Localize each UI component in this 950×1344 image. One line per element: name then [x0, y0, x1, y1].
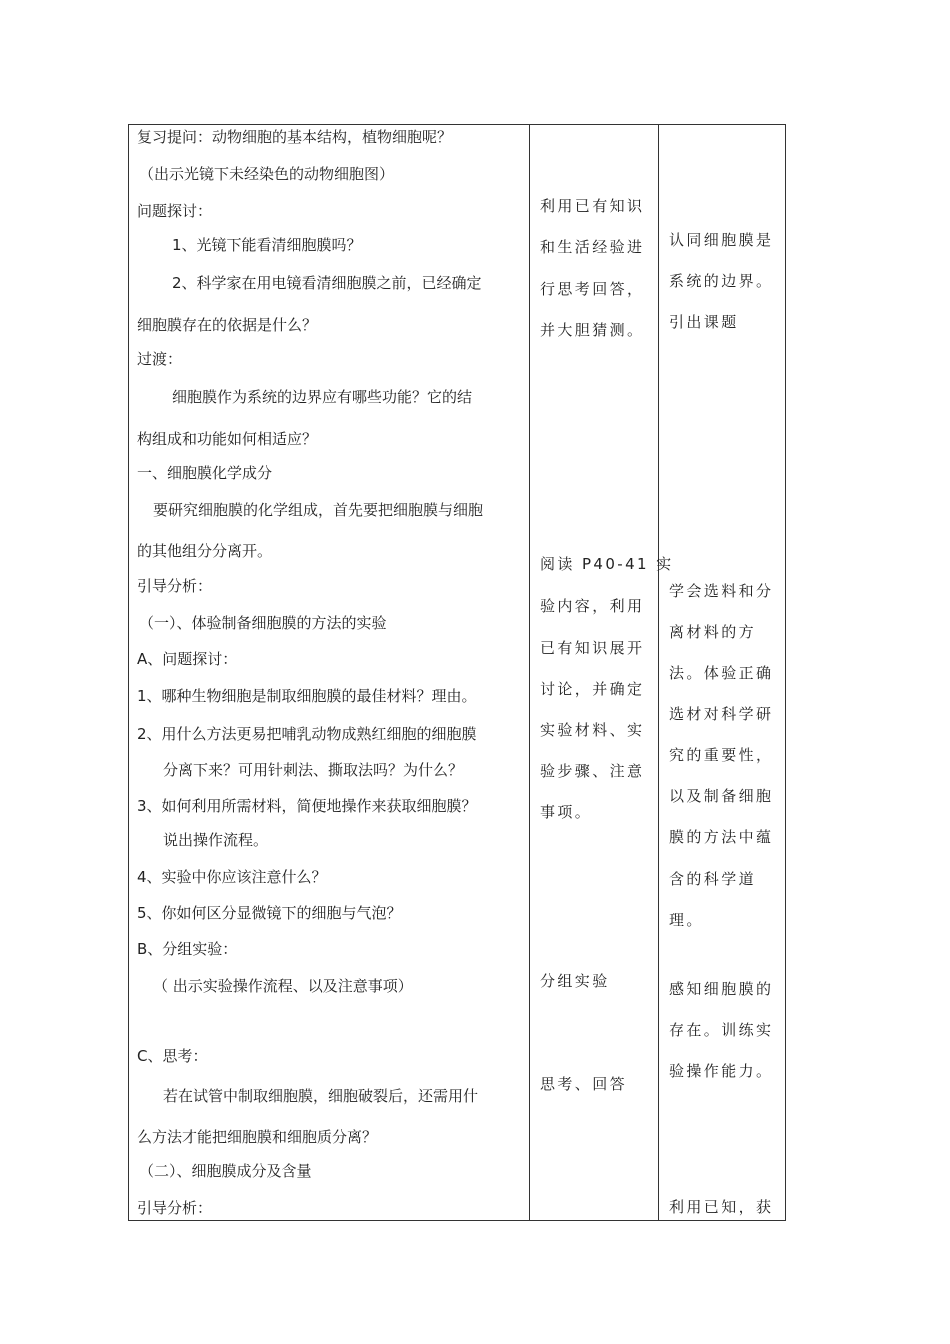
- teaching-process-line: 么方法才能把细胞膜和细胞质分离？: [137, 1128, 378, 1146]
- teaching-process-line: 过渡：: [137, 350, 183, 368]
- design-intent-line: 认同细胞膜是: [669, 231, 774, 249]
- student-activity-line: 已有知识展开: [540, 639, 645, 657]
- teaching-process-line: 1、光镜下能看清细胞膜吗？: [172, 236, 362, 254]
- design-intent-line: 验操作能力。: [669, 1062, 774, 1080]
- student-activity-line: 讨论，并确定: [540, 680, 645, 698]
- student-activity-line: 事项。: [540, 803, 593, 821]
- teaching-process-line: 复习提问：动物细胞的基本结构，植物细胞呢？: [137, 128, 453, 146]
- design-intent-line: 究的重要性，: [669, 746, 774, 764]
- teaching-process-line: 一、细胞膜化学成分: [137, 464, 273, 482]
- teaching-process-line: 引导分析：: [137, 1199, 213, 1217]
- teaching-process-line: 若在试管中制取细胞膜，细胞破裂后，还需用什: [163, 1087, 479, 1105]
- teaching-process-line: 2、用什么方法更易把哺乳动物成熟红细胞的细胞膜: [137, 725, 477, 743]
- design-intent-line: 选材对科学研: [669, 705, 774, 723]
- teaching-process-line: 5、你如何区分显微镜下的细胞与气泡？: [137, 904, 402, 922]
- teaching-process-line: （二）、细胞膜成分及含量: [139, 1162, 312, 1180]
- design-intent-line: 学会选料和分: [669, 582, 774, 600]
- teaching-process-line: （ 出示实验操作流程、以及注意事项）: [153, 977, 413, 995]
- student-activity-line: 实验材料、实: [540, 721, 645, 739]
- student-activity-line: 和生活经验进: [540, 238, 645, 256]
- student-activity-line: 利用已有知识: [540, 197, 645, 215]
- design-intent-line: 感知细胞膜的: [669, 980, 774, 998]
- teaching-process-line: 引导分析：: [137, 577, 213, 595]
- student-activity-line: 并大胆猜测。: [540, 321, 645, 339]
- student-activity-line: 验步骤、注意: [540, 762, 645, 780]
- teaching-process-line: 细胞膜存在的依据是什么？: [137, 316, 318, 334]
- teaching-process-line: 2、科学家在用电镜看清细胞膜之前，已经确定: [172, 274, 482, 292]
- design-intent-line: 理。: [669, 911, 704, 929]
- teaching-process-line: 说出操作流程。: [163, 831, 269, 849]
- student-activity-line: 验内容，利用: [540, 597, 645, 615]
- teaching-process-line: B、分组实验：: [137, 940, 238, 958]
- teaching-process-line: 构组成和功能如何相适应？: [137, 430, 318, 448]
- student-activity-line: 行思考回答，: [540, 280, 645, 298]
- design-intent-line: 以及制备细胞: [669, 787, 774, 805]
- design-intent-line: 含的科学道: [669, 870, 757, 888]
- student-activity-cell: [530, 125, 674, 1221]
- design-intent-line: 离材料的方: [669, 623, 757, 641]
- teaching-process-line: （出示光镜下未经染色的动物细胞图）: [139, 165, 395, 183]
- teaching-process-line: 的其他组分分离开。: [137, 542, 273, 560]
- teaching-process-line: 3、如何利用所需材料，简便地操作来获取细胞膜？: [137, 797, 477, 815]
- teaching-process-line: 细胞膜作为系统的边界应有哪些功能？它的结: [172, 388, 473, 406]
- teaching-process-line: 4、实验中你应该注意什么？: [137, 868, 327, 886]
- teacher-activity-cell: [129, 125, 530, 1221]
- design-intent-line: 膜的方法中蕴: [669, 828, 774, 846]
- student-activity-line: 思考、回答: [540, 1075, 628, 1093]
- design-intent-cell: [659, 125, 786, 1221]
- teaching-process-line: 要研究细胞膜的化学组成，首先要把细胞膜与细胞: [153, 501, 484, 519]
- student-activity-line: 分组实验: [540, 972, 610, 990]
- teaching-process-line: C、思考：: [137, 1047, 208, 1065]
- teaching-process-line: A、问题探讨：: [137, 650, 238, 668]
- design-intent-line: 利用已知，获: [669, 1198, 774, 1216]
- design-intent-line: 法。体验正确: [669, 664, 774, 682]
- teaching-process-line: 分离下来？可用针刺法、撕取法吗？为什么？: [163, 761, 464, 779]
- teaching-process-line: 问题探讨：: [137, 202, 213, 220]
- lesson-plan-table: [128, 124, 786, 1221]
- table-row: [129, 125, 786, 1221]
- teaching-process-line: （一）、体验制备细胞膜的方法的实验: [139, 614, 387, 632]
- student-activity-line: 阅读 P40-41 实: [540, 555, 674, 573]
- design-intent-line: 存在。训练实: [669, 1021, 774, 1039]
- design-intent-line: 系统的边界。: [669, 272, 774, 290]
- teaching-process-line: 1、哪种生物细胞是制取细胞膜的最佳材料？理由。: [137, 687, 477, 705]
- design-intent-line: 引出课题: [669, 313, 739, 331]
